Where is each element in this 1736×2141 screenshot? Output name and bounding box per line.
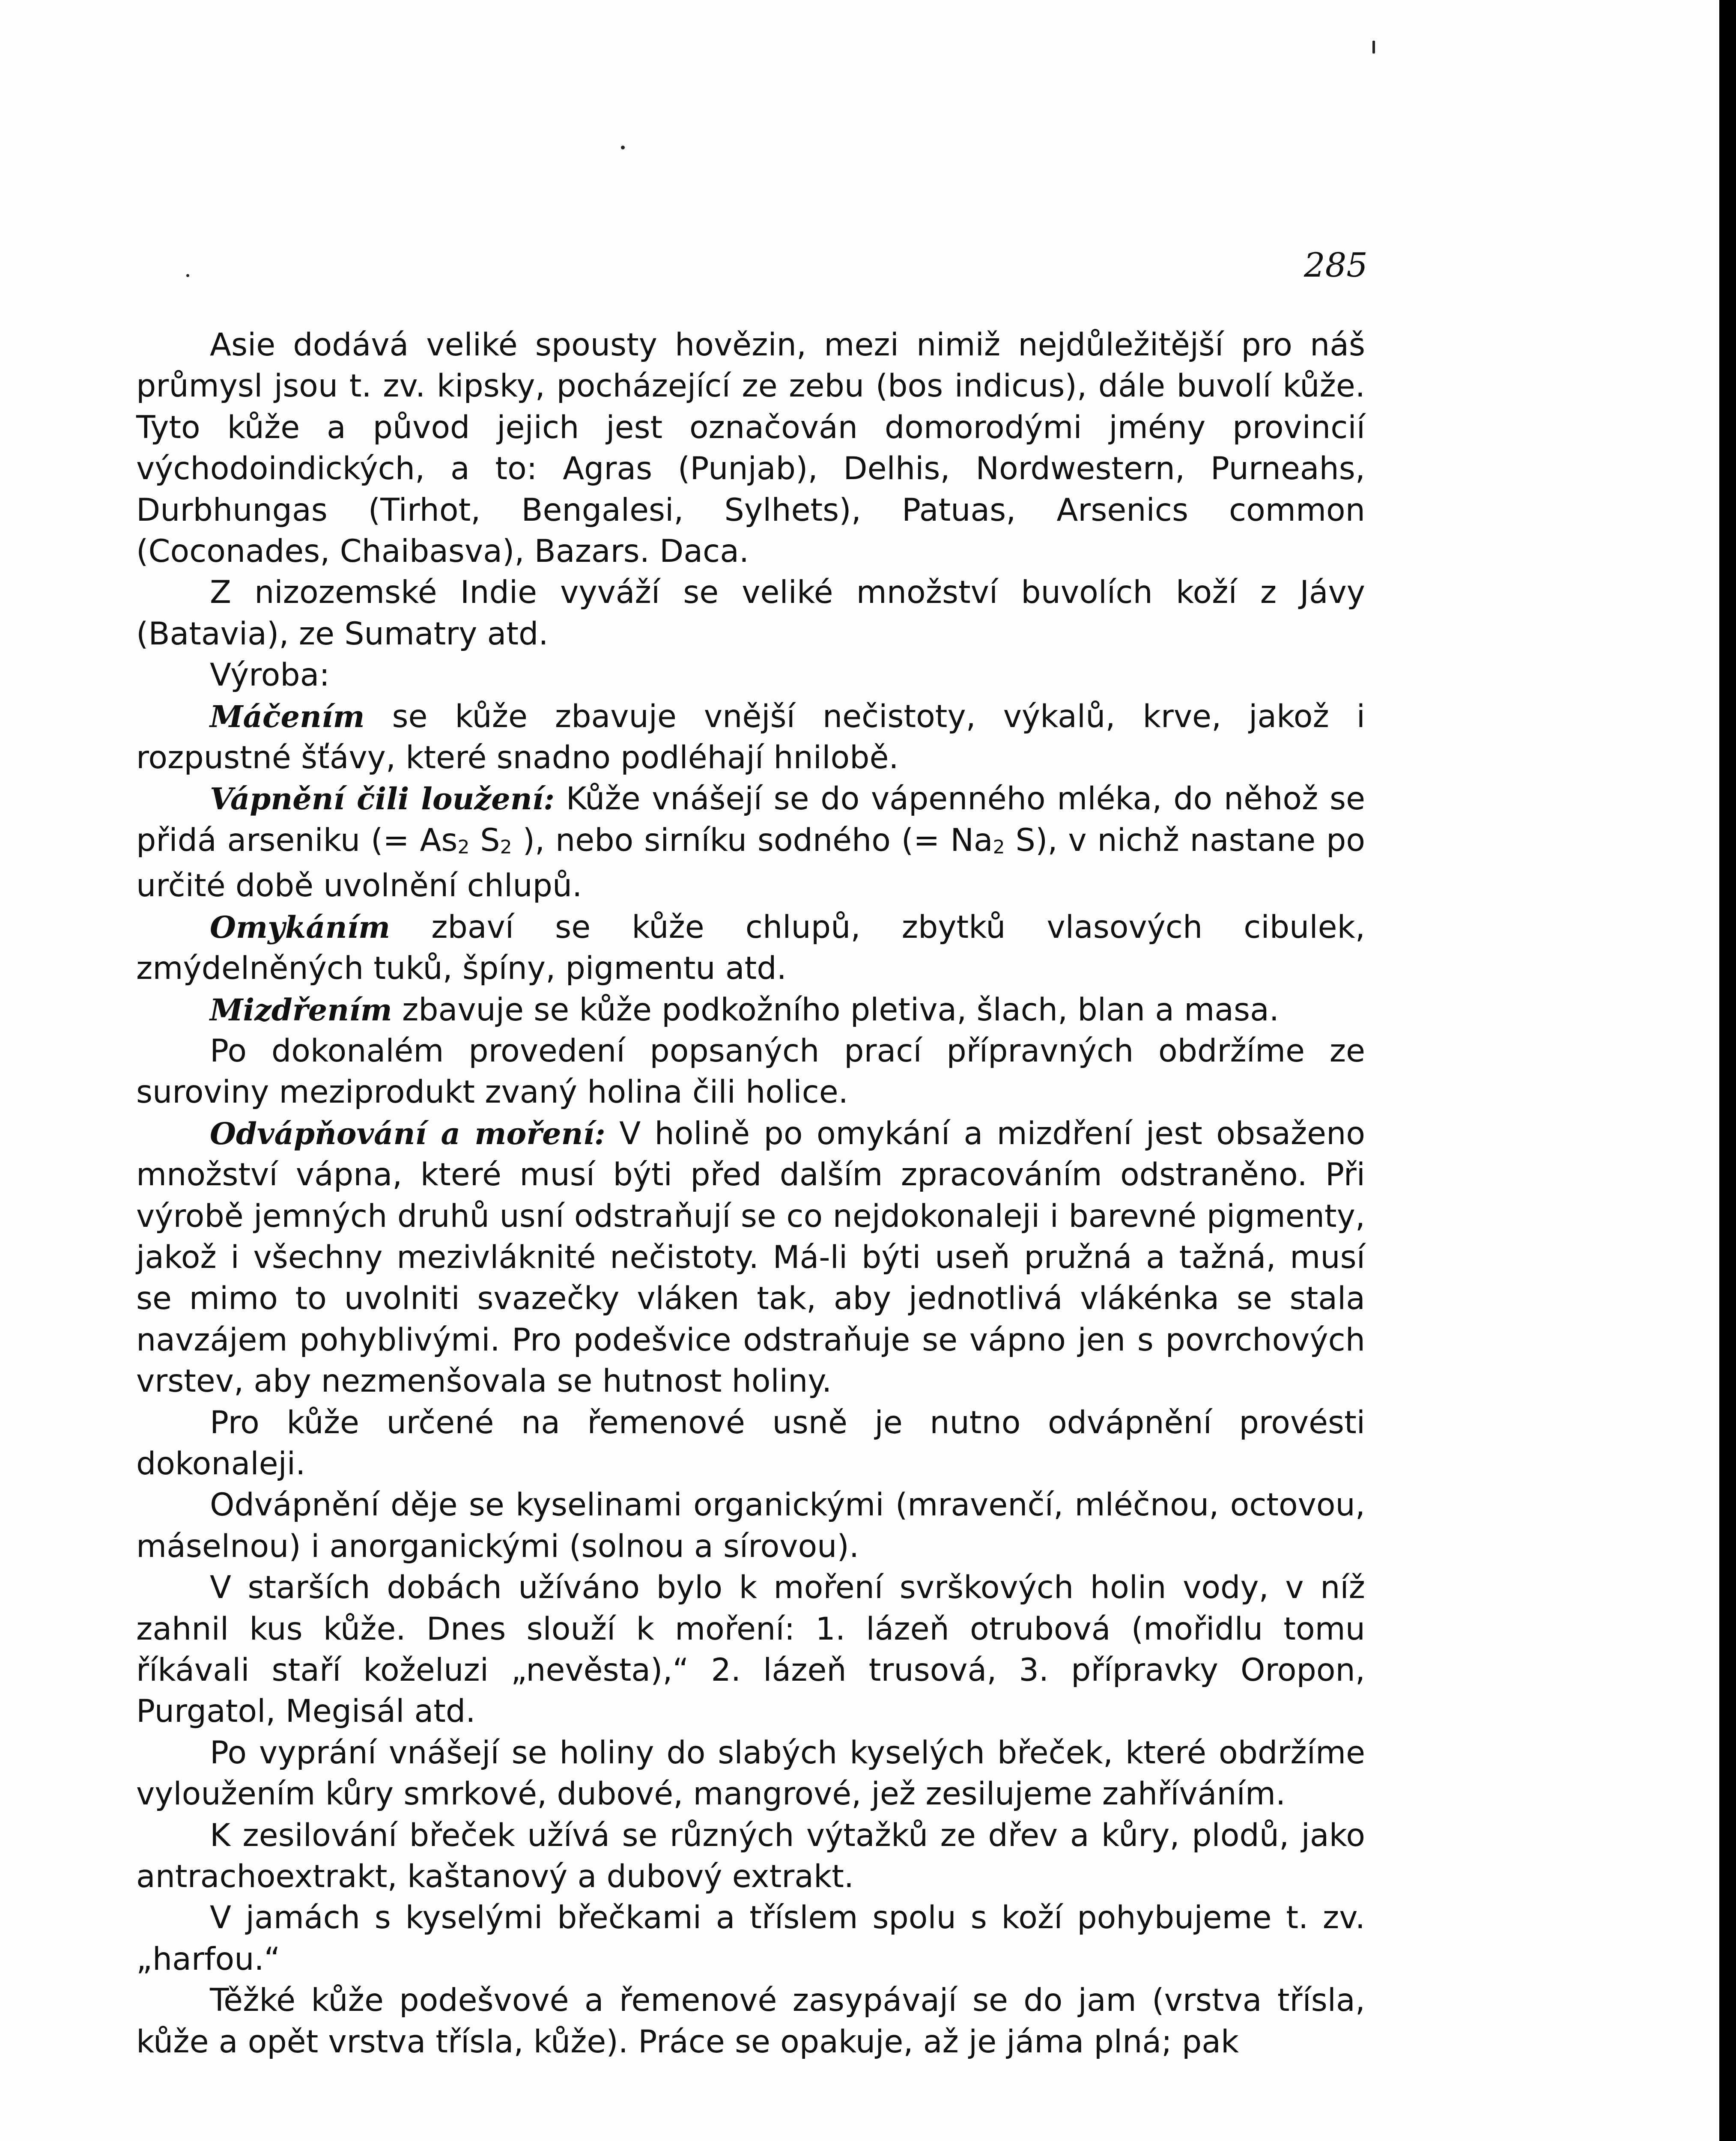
scan-speck bbox=[186, 274, 189, 277]
paragraph bbox=[136, 990, 1365, 1031]
scan-speck bbox=[1372, 41, 1375, 54]
paragraph: K zesilování břeček užívá se různých výtažků ze dřev a kůry, plodů, jako antrachoextrakt, kaštanový a dubový extrakt. bbox=[136, 1817, 1365, 1895]
paragraph: Výroba: bbox=[210, 657, 330, 694]
paragraph-text: S), v nichž nastane po určité době uvolnění chlupů. bbox=[136, 822, 1365, 904]
paragraph: Odvápnění děje se kyselinami organickými (mravenčí, mléčnou, octovou, máselnou) i anorganickými (solnou a sírovou). bbox=[136, 1487, 1365, 1565]
paragraph-text: zbaví se kůže chlupů, zbytků vlasových cibulek, zmýdelněných tuků, špíny, pigmentu atd. bbox=[136, 909, 1365, 987]
paragraph: V starších dobách užíváno bylo k moření svrškových holin vody, v níž zahnil kus kůže. Dnes slouží k moření: 1. lázeň otrubová (mořidlu tomu říkávali staří koželuzi „nevěsta),“ 2. lázeň trusová, 3. přípravky Oropon, Purgatol, Megisál atd. bbox=[136, 1569, 1365, 1730]
paragraph: Asie dodává veliké spousty hovězin, mezi nimiž nejdůležitější pro náš průmysl jsou t. zv. kipsky, pocházející ze zebu (bos indicus), dále buvolí kůže. Tyto kůže a původ jejich jest označován domorodými jmény provincií východoindických, a to: Agras (Punjab), Delhis, Nordwestern, Purneahs, Durbhungas (Tirhot, Bengalesi, Sylhets), Patuas, Arsenics common (Coconades, Chaibasva), Bazars. Daca. bbox=[136, 327, 1365, 570]
scan-edge bbox=[1719, 0, 1736, 2141]
paragraph: Těžké kůže podešvové a řemenové zasypávají se do jam (vrstva třísla, kůže a opět vrstva třísla, kůže). Práce se opakuje, až je jáma plná; pak bbox=[136, 1982, 1365, 2060]
term: Mizdřením bbox=[210, 992, 392, 1028]
paragraph bbox=[136, 907, 1365, 990]
paragraph: Pro kůže určené na řemenové usně je nutno odvápnění provésti dokonaleji. bbox=[136, 1404, 1365, 1482]
term: Omykáním bbox=[210, 909, 391, 945]
subscript: 2 bbox=[500, 836, 512, 858]
paragraph-text: ), nebo sirníku sodného (= Na bbox=[512, 822, 993, 859]
paragraph-text: se kůže zbavuje vnější nečistoty, výkalů, krve, jakož i rozpustné šťávy, které snadno podléhají hnilobě. bbox=[136, 698, 1365, 776]
paragraph-text: zbavuje se kůže podkožního pletiva, šlach, blan a masa. bbox=[392, 991, 1279, 1028]
paragraph-text: V holině po omykání a mizdření jest obsaženo množství vápna, které musí býti před dalším zpracováním odstraněno. Při výrobě jemných druhů usní odstraňují se co nejdokonaleji i barevné pigmenty, jakož i všechny mezivláknité nečistoty. Má-li býti useň pružná a tažná, musí se mimo to uvolniti svazečky vláken tak, aby jednotlivá vlákénka se stala navzájem pohyblivými. Pro podešvice odstraňuje se vápno jen s povrchových vrstev, aby nezmenšovala se hutnost holiny. bbox=[136, 1115, 1365, 1400]
paragraph: V jamách s kyselými břečkami a tříslem spolu s koží pohybujeme t. zv. „harfou.“ bbox=[136, 1899, 1365, 1977]
subscript: 2 bbox=[457, 836, 470, 858]
body-text bbox=[136, 325, 1365, 2063]
paragraph bbox=[136, 1113, 1365, 1402]
scan-speck bbox=[621, 146, 625, 149]
paragraph: Po dokonalém provedení popsaných prací přípravných obdržíme ze suroviny meziprodukt zvaný holina čili holice. bbox=[136, 1032, 1365, 1111]
term: Vápnění čili loužení: bbox=[210, 781, 555, 817]
paragraph: Po vyprání vnášejí se holiny do slabých kyselých břeček, které obdržíme vyloužením kůry smrkové, dubové, mangrové, jež zesilujeme zahříváním. bbox=[136, 1734, 1365, 1813]
term: Máčením bbox=[210, 698, 365, 734]
paragraph-text: Kůže vnášejí se do vápenného mléka, do něhož se přidá arseniku (= As bbox=[136, 781, 1365, 859]
term: Odvápňování a moření: bbox=[210, 1115, 606, 1151]
paragraph-text: S bbox=[469, 822, 500, 859]
paragraph bbox=[136, 778, 1365, 906]
subscript: 2 bbox=[993, 836, 1005, 858]
paragraph: Z nizozemské Indie vyváží se veliké množství buvolích koží z Jávy (Batavia), ze Sumatry atd. bbox=[136, 574, 1365, 652]
paragraph bbox=[136, 696, 1365, 779]
page-number: 285 bbox=[1304, 246, 1368, 285]
